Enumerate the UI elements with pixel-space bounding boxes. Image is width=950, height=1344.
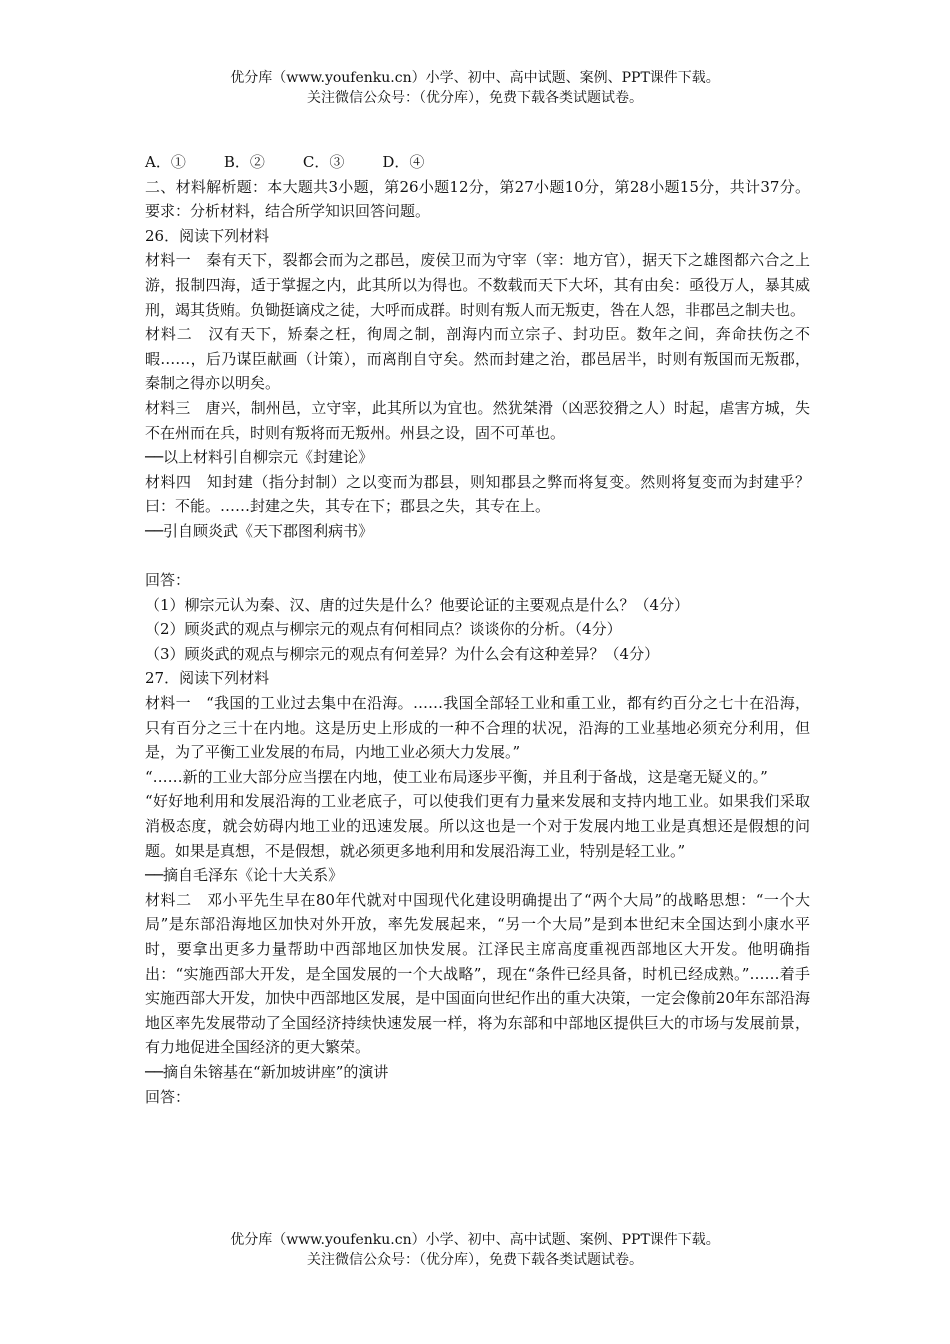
answer-options (145, 150, 810, 175)
option-b: B．② (223, 153, 265, 171)
page-content (145, 150, 810, 1109)
q26-material-4: 材料四 知封建（指分封制）之以变而为郡县，则知郡县之弊而将复变。然则将复变而为封建乎？曰：不能。……封建之失，其专在下；郡县之失，其专在上。 (145, 472, 810, 516)
option-a: A．① (145, 153, 186, 171)
q26-source-2: ──引自顾炎武《天下郡图利病书》 (145, 521, 374, 540)
blank-line (145, 544, 810, 569)
q26-material-2: 材料二 汉有天下，矫秦之枉，徇周之制，剖海内而立宗子、封功臣。数年之间，奔命扶伤之不暇……，后乃谋臣献画（计策），而离削自守矣。然而封建之治，郡邑居半，时则有叛国而无叛郡，秦制之得亦以明矣。 (145, 325, 810, 393)
q27-material-1: 材料一 “我国的工业过去集中在沿海。……我国全部轻工业和重工业，都有约百分之七十在沿海，只有百分之三十在内地。这是历史上形成的一种不合理的状况，沿海的工业基地必须充分利用，但是，为了平衡工业发展的布局，内地工业必须大力发展。” (145, 694, 810, 762)
q27-title: 27．阅读下列材料 (145, 669, 270, 688)
footer-line-1: 优分库（www.youfenku.cn）小学、初中、高中试题、案例、PPT课件下载。 (230, 1232, 720, 1248)
q26-title: 26．阅读下列材料 (145, 226, 270, 245)
option-d: D．④ (382, 153, 425, 171)
page-footer (0, 1230, 950, 1270)
page-header (0, 68, 950, 108)
q26-source-1: ──以上材料引自柳宗元《封建论》 (145, 448, 374, 467)
header-line-2: 关注微信公众号：（优分库），免费下载各类试题试卷。 (307, 90, 643, 106)
q26-question-3: （3）顾炎武的观点与柳宗元的观点有何差异？为什么会有这种差异？（4分） (145, 644, 660, 663)
header-line-1: 优分库（www.youfenku.cn）小学、初中、高中试题、案例、PPT课件下载。 (230, 70, 720, 86)
q26-answer-label: 回答： (145, 571, 191, 590)
q26-material-1: 材料一 秦有天下，裂都会而为之郡邑，废侯卫而为守宰（宰：地方官），据天下之雄图都六合之上游，报制四海，适于掌握之内，此其所以为得也。不数载而天下大坏，其有由矣：亟役万人，暴其威刑，竭其货贿。负锄挺谪戍之徒，大呼而成群。时则有叛人而无叛吏，咎在人怨，非郡邑之制夫也。 (145, 251, 810, 319)
q26-material-3: 材料三 唐兴，制州邑，立守宰，此其所以为宜也。然犹桀滑（凶恶狡猾之人）时起，虐害方城，失不在州而在兵，时则有叛将而无叛州。州县之设，固不可革也。 (145, 398, 810, 442)
q27-source-1: ──摘自毛泽东《论十大关系》 (145, 866, 344, 885)
section-2-heading: 二、材料解析题：本大题共3小题，第26小题12分，第27小题10分，第28小题15分，共计37分。要求：分析材料，结合所学知识回答问题。 (145, 177, 810, 221)
q26-question-2: （2）顾炎武的观点与柳宗元的观点有何相同点？谈谈你的分析。（4分） (145, 620, 622, 639)
q27-material-1-paragraph-3: “好好地利用和发展沿海的工业老底子，可以使我们更有力量来发展和支持内地工业。如果我们采取消极态度，就会妨碍内地工业的迅速发展。所以这也是一个对于发展内地工业是真想还是假想的问题。如果是真想，不是假想，就必须更多地利用和发展沿海工业，特别是轻工业。” (145, 792, 810, 860)
q27-answer-label: 回答： (145, 1087, 191, 1106)
q27-source-2: ──摘自朱镕基在“新加坡讲座”的演讲 (145, 1062, 389, 1081)
footer-line-2: 关注微信公众号：（优分库），免费下载各类试题试卷。 (307, 1252, 643, 1268)
q27-material-2: 材料二 邓小平先生早在80年代就对中国现代化建设明确提出了“两个大局”的战略思想：“一个大局”是东部沿海地区加快对外开放，率先发展起来，“另一个大局”是到本世纪末全国达到小康水平时，要拿出更多力量帮助中西部地区加快发展。江泽民主席高度重视西部地区大开发。他明确指出：“实施西部大开发，是全国发展的一个大战略”，现在“条件已经具备，时机已经成熟。”……着手实施西部大开发，加快中西部地区发展，是中国面向世纪作出的重大决策，一定会像前20年东部沿海地区率先发展带动了全国经济持续快速发展一样，将为东部和中部地区提供巨大的市场与发展前景，有力地促进全国经济的更大繁荣。 (145, 890, 810, 1057)
q27-material-1-paragraph-2: “……新的工业大部分应当摆在内地，使工业布局逐步平衡，并且利于备战，这是毫无疑义的。” (145, 767, 768, 786)
q26-question-1: （1）柳宗元认为秦、汉、唐的过失是什么？他要论证的主要观点是什么？（4分） (145, 595, 690, 614)
option-c: C．③ (302, 153, 345, 171)
